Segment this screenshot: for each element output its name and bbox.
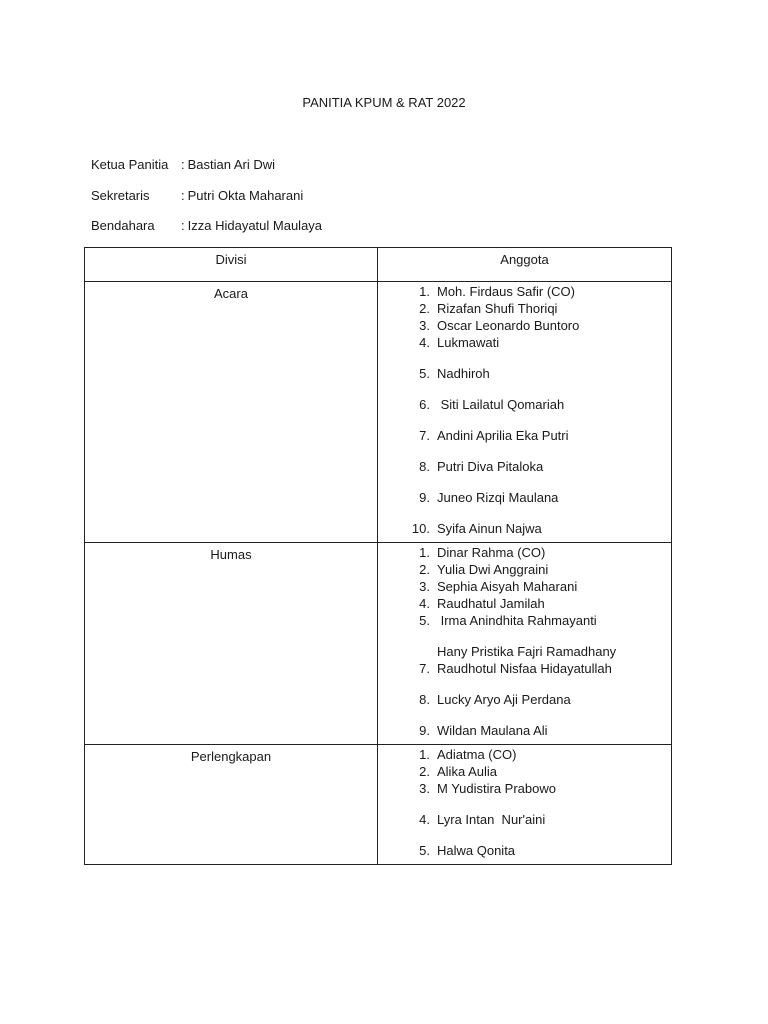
list-item (378, 396, 671, 413)
list-item (378, 691, 671, 708)
officer-label: Ketua Panitia (91, 157, 169, 172)
division-name: Acara (85, 282, 378, 543)
member-number: 2. (419, 764, 430, 779)
spacer (430, 660, 437, 677)
member-name: Wildan Maulana Ali (437, 723, 548, 738)
division-name: Perlengkapan (85, 745, 378, 865)
member-number (378, 643, 430, 660)
officer-label: Sekretaris (91, 187, 150, 203)
member-list (378, 746, 671, 859)
member-name: Lucky Aryo Aji Perdana (437, 692, 571, 707)
list-item (378, 722, 671, 739)
list-item (378, 300, 671, 317)
list-item (378, 643, 671, 660)
list-item (378, 458, 671, 475)
spacer (430, 334, 437, 351)
officer-name: Putri Okta Maharani (187, 187, 304, 203)
spacer (430, 544, 437, 561)
officers-block (91, 156, 322, 248)
spacer (430, 489, 437, 506)
list-item (378, 595, 671, 612)
committee-table (84, 247, 672, 865)
list-item (378, 612, 671, 629)
list-item (378, 317, 671, 334)
member-cell (378, 282, 672, 543)
member-number: 7. (419, 428, 430, 443)
member-number: 7. (419, 661, 430, 676)
member-name: Irma Anindhita Rahmayanti (437, 613, 597, 628)
table-row (85, 282, 672, 543)
officer-name: Bastian Ari Dwi (187, 157, 276, 172)
spacer (430, 691, 437, 708)
member-number: 3. (419, 781, 430, 796)
list-item (378, 427, 671, 444)
spacer (430, 561, 437, 578)
spacer (430, 722, 437, 739)
spacer (430, 365, 437, 382)
header-anggota: Anggota (378, 248, 672, 282)
member-name: Siti Lailatul Qomariah (437, 397, 565, 412)
spacer (430, 595, 437, 612)
member-name: Adiatma (CO) (437, 747, 517, 762)
header-divisi: Divisi (85, 248, 378, 282)
member-name: Rizafan Shufi Thoriqi (437, 301, 558, 316)
member-number: 5. (419, 613, 430, 628)
member-name: Lukmawati (437, 335, 500, 350)
spacer (430, 780, 437, 797)
member-number: 8. (419, 692, 430, 707)
member-name: Halwa Qonita (437, 843, 516, 858)
member-number: 3. (419, 579, 430, 594)
spacer (430, 578, 437, 595)
member-name: Syifa Ainun Najwa (437, 521, 542, 536)
list-item (378, 544, 671, 561)
division-rows (85, 282, 672, 865)
member-number: 2. (419, 301, 430, 316)
spacer (430, 317, 437, 334)
member-name: Oscar Leonardo Buntoro (437, 318, 580, 333)
list-item (378, 842, 671, 859)
table-row (85, 745, 672, 865)
member-number: 4. (419, 596, 430, 611)
member-number: 1. (419, 747, 430, 762)
member-number: 4. (419, 335, 430, 350)
spacer (430, 458, 437, 475)
member-number: 1. (419, 284, 430, 299)
list-item (378, 561, 671, 578)
list-item (378, 283, 671, 300)
member-list (378, 544, 671, 739)
list-item (378, 763, 671, 780)
document-title: PANITIA KPUM & RAT 2022 (302, 95, 466, 110)
member-name: Raudhatul Jamilah (437, 596, 545, 611)
member-number: 4. (419, 812, 430, 827)
member-name: Alika Aulia (437, 764, 497, 779)
officer-row-ketua (91, 156, 322, 187)
member-number: 9. (419, 490, 430, 505)
list-item (378, 489, 671, 506)
list-item (378, 365, 671, 382)
member-number: 2. (419, 562, 430, 577)
member-name: Hany Pristika Fajri Ramadhany (437, 644, 617, 659)
member-name: Nadhiroh (437, 366, 490, 381)
spacer (430, 842, 437, 859)
spacer (430, 746, 437, 763)
member-number: 5. (419, 366, 430, 381)
spacer (430, 396, 437, 413)
list-item (378, 660, 671, 677)
officer-row-bendahara (91, 217, 322, 248)
spacer (430, 612, 437, 629)
officer-name: Izza Hidayatul Maulaya (187, 218, 323, 233)
member-number: 8. (419, 459, 430, 474)
spacer (430, 643, 437, 660)
spacer (430, 427, 437, 444)
member-name: M Yudistira Prabowo (437, 781, 556, 796)
member-number: 3. (419, 318, 430, 333)
division-name: Humas (85, 543, 378, 745)
table-row (85, 543, 672, 745)
member-number: 6. (419, 397, 430, 412)
member-name: Yulia Dwi Anggraini (437, 562, 549, 577)
member-name: Putri Diva Pitaloka (437, 459, 544, 474)
member-name: Andini Aprilia Eka Putri (437, 428, 569, 443)
list-item (378, 780, 671, 797)
officer-label: Bendahara (91, 218, 155, 233)
member-name: Lyra Intan Nur'aini (437, 812, 546, 827)
member-name: Raudhotul Nisfaa Hidayatullah (437, 661, 612, 676)
list-item (378, 334, 671, 351)
spacer (430, 520, 437, 537)
member-list (378, 283, 671, 537)
spacer (430, 300, 437, 317)
list-item (378, 578, 671, 595)
colon-separator: : (181, 218, 185, 233)
list-item (378, 520, 671, 537)
member-number: 5. (419, 843, 430, 858)
member-cell (378, 745, 672, 865)
spacer (430, 811, 437, 828)
table-header-row (85, 248, 672, 282)
member-cell (378, 543, 672, 745)
spacer (430, 283, 437, 300)
member-number: 1. (419, 545, 430, 560)
officer-row-sekretaris (91, 187, 322, 218)
member-name: Dinar Rahma (CO) (437, 545, 546, 560)
colon-separator: : (181, 187, 185, 203)
spacer (430, 763, 437, 780)
member-name: Sephia Aisyah Maharani (437, 579, 578, 594)
member-number: 10. (411, 521, 430, 536)
member-name: Moh. Firdaus Safir (CO) (437, 284, 575, 299)
colon-separator: : (181, 157, 185, 172)
list-item (378, 746, 671, 763)
member-name: Juneo Rizqi Maulana (437, 490, 559, 505)
member-number: 9. (419, 723, 430, 738)
list-item (378, 811, 671, 828)
